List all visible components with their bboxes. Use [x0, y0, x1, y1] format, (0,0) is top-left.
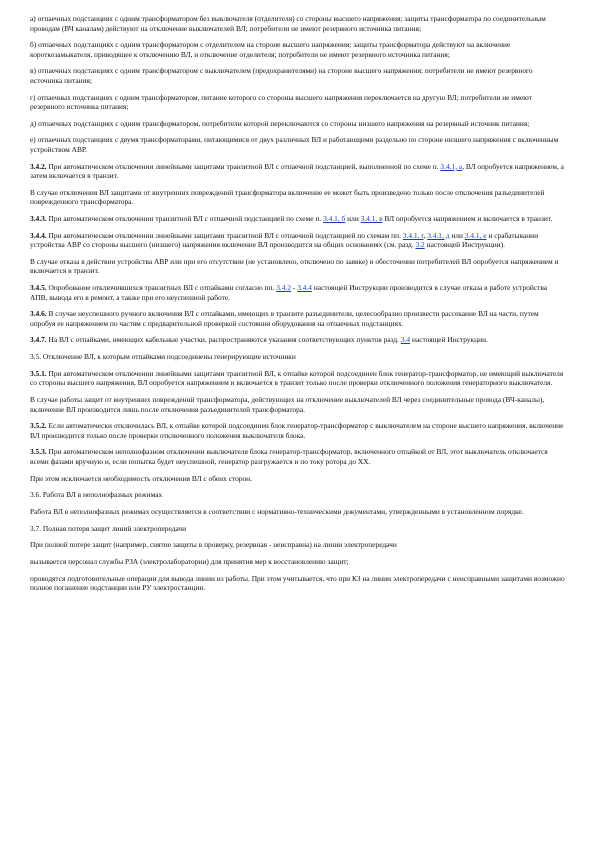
clause-number: 3.4.6.: [30, 309, 47, 319]
link-3-4-4[interactable]: 3.4.4: [297, 283, 312, 293]
clause-text: настоящей Инструкции.: [412, 335, 488, 345]
paragraph-v: в) отпаечных подстанциях с одним трансформатором с выключателем (предохранителями) на стороне высшего напряжения; потребители не имеют резервного источника питания;: [30, 66, 533, 85]
paragraph-e: е) отпаечных подстанциях с двумя трансформаторами, питающимися от двух различных ВЛ и работающими раздельно по стороне низшего напряжения с включенным устройством АВР.: [30, 135, 559, 154]
clause-3-4-6: [30, 309, 565, 328]
clause-3-5-3: [30, 447, 565, 466]
clause-text: -: [292, 283, 296, 293]
paragraph-g: г) отпаечных подстанциях с одним трансформатором, питание которого со стороны высшего напряжения переключается на другую ВЛ; потребители не имеют резервного источника питания;: [30, 92, 532, 112]
link-3-4-2[interactable]: 3.4.2: [276, 283, 292, 293]
clause-text: ВЛ опробуется напряжением и включается в транзит.: [384, 214, 553, 223]
clause-text: и срабатывании устройства АВР со стороны высшего (низшего) напряжения включение ВЛ производится на общих основаниях (см. разд.: [30, 230, 539, 250]
clause-3-4-2: [30, 162, 565, 181]
clause-number: 3.5.2.: [30, 421, 47, 431]
clause-text: При автоматическом отключении линейными защитами транзитной ВЛ, к отпайке которой подсоединен блок генератор-трансформатор, не имеющий выключателя со стороны высшего напряжения, ВЛ опробуется напряжением и включается в транзит только после проверки отключенного положения генераторного выключателя.: [30, 368, 564, 388]
clause-text: , ВЛ опробуется напряжением, а затем включается в транзит.: [30, 161, 564, 181]
clause-number: 3.4.7.: [30, 335, 47, 345]
clause-3-5-2: [30, 421, 565, 440]
paragraph-3-4-2-note: В случае отключения ВЛ защитами от внутренних повреждений трансформатора включение ее может быть произведено только после отключения разъединителей поврежденного трансформатора.: [30, 187, 545, 207]
clause-number: 3.5.1.: [30, 368, 47, 378]
clause-3-4-3: [30, 214, 565, 224]
clause-text: На ВЛ с отпайками, имеющих кабельные участки, распространяются указания соответствующих пунктов разд.: [48, 335, 400, 345]
clause-text: При автоматическом отключении линейными защитами транзитной ВЛ с отпаечной подстанцией, выполненной по схеме п.: [48, 161, 439, 171]
clause-3-5-1: [30, 369, 565, 388]
link-3-4-1-e[interactable]: 3.4.1, е: [464, 230, 487, 240]
clause-text: В случае неуспешного ручного включения ВЛ с отпайками, имеющих в транзите разъединители, целесообразно произвести рассекание ВЛ на части, путем опробуя ее напряжением по частям с предварительной проверкой состояния оборудования на отпаечных подстанциях.: [30, 309, 539, 328]
clause-text: Если автоматически отключилась ВЛ, к отпайке которой подсоединен блок генератор-трансформатор с выключателем на стороне высшего напряжения, включение ВЛ производится только после проверки отключенного положения выключателя блока.: [30, 421, 564, 440]
clause-text: Опробование отключившихся транзитных ВЛ с отпайками согласно пп.: [48, 283, 275, 293]
clause-text: При автоматическом отключении линейными защитами транзитной ВЛ с отпаечной подстанцией по схемам пп.: [48, 230, 401, 240]
link-3-4-1-d[interactable]: 3.4.1, д: [427, 230, 450, 240]
paragraph-3-7-a: При полной потере защит (например, снятие защиты в проверку, резервная - неисправна) на линии электропередачи: [30, 540, 397, 550]
link-3-4-1-g[interactable]: 3.4.1, г: [402, 230, 424, 240]
clause-number: 3.4.2.: [30, 161, 47, 171]
clause-number: 3.4.5.: [30, 283, 47, 293]
clause-text: или: [451, 230, 463, 240]
clause-text: При автоматическом отключении транзитной ВЛ с отпаечной подстанцией по схеме п.: [48, 214, 322, 223]
paragraph-3-5-3-note: При этом исключается необходимость отключения ВЛ с обеих сторон.: [30, 473, 252, 483]
clause-3-4-5: [30, 283, 565, 302]
clause-number: 3.4.3.: [30, 214, 47, 223]
clause-number: 3.4.4.: [30, 230, 47, 240]
clause-text: или: [347, 214, 359, 223]
clause-3-4-7: [30, 335, 565, 345]
link-3-4-1-b[interactable]: 3.4.1, б: [323, 214, 346, 223]
paragraph-b: б) отпаечных подстанциях с одним трансформатором с отделителем на стороне высшего напряжения; защиты трансформатора действуют на включение короткозамыкателя, приводящее к отключению ВЛ, и отключение отделителя; потребители не имеют резервного источника питания;: [30, 40, 511, 59]
paragraph-3-4-4-note: В случае отказа в действии устройства АВР или при его отсутствии (не установлено, отключено по заявке) и обесточении потребителей ВЛ опробуется напряжением и включается в транзит.: [30, 256, 559, 276]
paragraph-a: а) отпаечных подстанциях с одним трансформатором без выключателя (отделителя) со стороны высшего напряжения; защиты трансформатора по соединительным проводам (ВЧ каналам) действуют на отключение выключателей ВЛ; потребители не имеют резервного источника питания;: [30, 14, 546, 33]
clause-text: настоящей Инструкции).: [426, 240, 505, 250]
section-heading-3-6: 3.6. Работа ВЛ в неполнофазных режимах: [30, 490, 163, 500]
clause-number: 3.5.3.: [30, 447, 47, 457]
section-heading-3-7: 3.7. Полная потеря защит линий электропередачи: [30, 523, 187, 533]
link-3-4[interactable]: 3.4: [400, 335, 411, 345]
clause-3-4-4: [30, 231, 565, 250]
clause-text: настоящей Инструкции производится в случае отказа в работе устройства АПВ, вывода его в ремонт, а также при его неуспешной работе.: [30, 283, 548, 302]
link-3-4-1-v[interactable]: 3.4.1, в: [360, 214, 383, 223]
paragraph-d: д) отпаечных подстанциях с одним трансформатором, потребители которой переключаются со стороны низшего напряжения на резервный источник питания;: [30, 118, 530, 128]
clause-text: ,: [423, 230, 426, 240]
link-3-4-1-a[interactable]: 3.4.1, а: [440, 161, 463, 171]
clause-text: При автоматическом неполнофазном отключении выключателя блока генератор-трансформатор, включенного отпайкой от ВЛ, этот выключатель отключается всеми фазами вручную и, если попытка будет неуспешной, генератор разгружается и по току ротора до ХХ.: [30, 447, 548, 466]
paragraph-3-5-1-note: В случае работы защит от внутренних повреждений трансформатора, действующих на отключение выключателей ВЛ через соединительные провода (ВЧ-каналы), включение ВЛ производится лишь после отключения разъединителей трансформатора.: [30, 395, 545, 414]
section-heading-3-5: 3.5. Отключение ВЛ, к которым отпайками подсоединены генерирующие источники: [30, 352, 296, 362]
paragraph-3-7-c: проводятся подготовительные операции для вывода линии из работы. При этом учитывается, что при КЗ на линии электропередачи с неисправными защитами возможно полное погашение подстанции или РУ электростанции.: [30, 573, 565, 593]
paragraph-3-7-b: вызывается персонал службы РЗА (электролаборатории) для принятия мер к восстановлению защит;: [30, 557, 349, 566]
link-3-2[interactable]: 3.2: [415, 240, 425, 250]
paragraph-3-6: Работа ВЛ в неполнофазных режимах осуществляется в соответствии с нормативно-техническими документами, утвержденными в установленном порядке.: [30, 506, 524, 516]
